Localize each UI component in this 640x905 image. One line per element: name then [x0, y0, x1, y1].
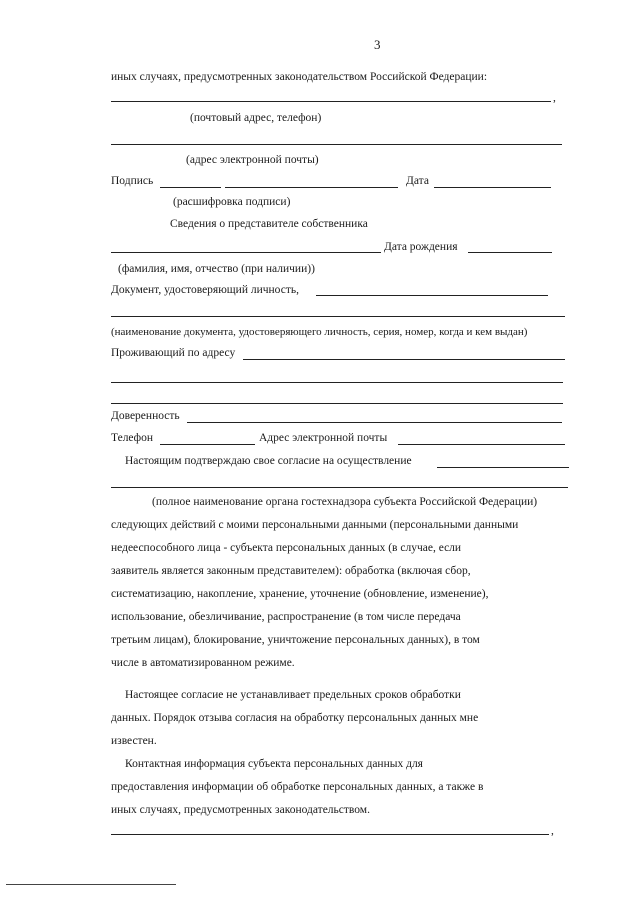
line-address-3	[111, 403, 563, 404]
paragraph-line: предоставления информации об обработке персональных данных, а также в	[111, 781, 484, 793]
comma: ,	[551, 825, 554, 837]
page-number: 3	[374, 37, 381, 52]
paragraph-line: числе в автоматизированном режиме.	[111, 657, 295, 669]
line-signature-decoding	[225, 187, 398, 188]
text-consent-intro: Настоящим подтверждаю свое согласие на осуществление	[125, 455, 412, 467]
comma: ,	[553, 92, 556, 104]
line-id-document-2	[111, 316, 565, 317]
paragraph-line: иных случаях, предусмотренных законодательством.	[111, 804, 370, 816]
line-email	[111, 144, 562, 145]
line-postal-address	[111, 101, 551, 102]
paragraph-line: следующих действий с моими персональными данными (персональными данными	[111, 519, 519, 531]
line-contact-info	[111, 834, 549, 835]
line-address	[243, 359, 565, 360]
footnote-separator	[6, 884, 176, 885]
caption-email: (адрес электронной почты)	[186, 154, 319, 166]
label-id-document: Документ, удостоверяющий личность,	[111, 284, 299, 296]
line-signature	[160, 187, 221, 188]
line-address-2	[111, 382, 563, 383]
caption-authority: (полное наименование органа гостехнадзора субъекта Российской Федерации)	[152, 496, 538, 508]
caption-signature-decoding: (расшифровка подписи)	[173, 196, 291, 208]
paragraph-line: заявитель является законным представителем): обработка (включая сбор,	[111, 565, 471, 577]
label-date: Дата	[406, 175, 429, 187]
paragraph-line: Контактная информация субъекта персональных данных для	[125, 758, 423, 770]
paragraph-line: использование, обезличивание, распространение (в том числе передача	[111, 611, 461, 623]
line-birth-date	[468, 252, 552, 253]
paragraph-line: данных. Порядок отзыва согласия на обработку персональных данных мне	[111, 712, 479, 724]
paragraph-line: третьим лицам), блокирование, уничтожение персональных данных), в том	[111, 634, 480, 646]
caption-postal-address: (почтовый адрес, телефон)	[190, 112, 322, 124]
line-date	[434, 187, 551, 188]
caption-id-document: (наименование документа, удостоверяющего личность, серия, номер, когда и кем выдан)	[111, 326, 528, 338]
heading-representative: Сведения о представителе собственника	[170, 218, 368, 230]
paragraph-line: систематизацию, накопление, хранение, уточнение (обновление, изменение),	[111, 588, 489, 600]
line-power-of-attorney	[187, 422, 562, 423]
line-fio	[111, 252, 381, 253]
label-power-of-attorney: Доверенность	[111, 410, 180, 422]
paragraph-line: недееспособного лица - субъекта персональных данных (в случае, если	[111, 542, 462, 554]
line-authority-2	[111, 487, 568, 488]
label-birth-date: Дата рождения	[384, 241, 458, 253]
label-email: Адрес электронной почты	[259, 432, 388, 444]
line-email-rep	[398, 444, 565, 445]
paragraph-line: Настоящее согласие не устанавливает предельных сроков обработки	[125, 689, 461, 701]
caption-fio: (фамилия, имя, отчество (при наличии))	[118, 263, 315, 275]
line-authority	[437, 467, 569, 468]
label-phone: Телефон	[111, 432, 154, 444]
line-id-document	[316, 295, 548, 296]
line-phone	[160, 444, 255, 445]
label-address: Проживающий по адресу	[111, 347, 236, 359]
paragraph-line: известен.	[111, 735, 157, 747]
label-signature: Подпись	[111, 175, 154, 187]
text-other-cases-rf: иных случаях, предусмотренных законодательством Российской Федерации:	[111, 71, 488, 83]
